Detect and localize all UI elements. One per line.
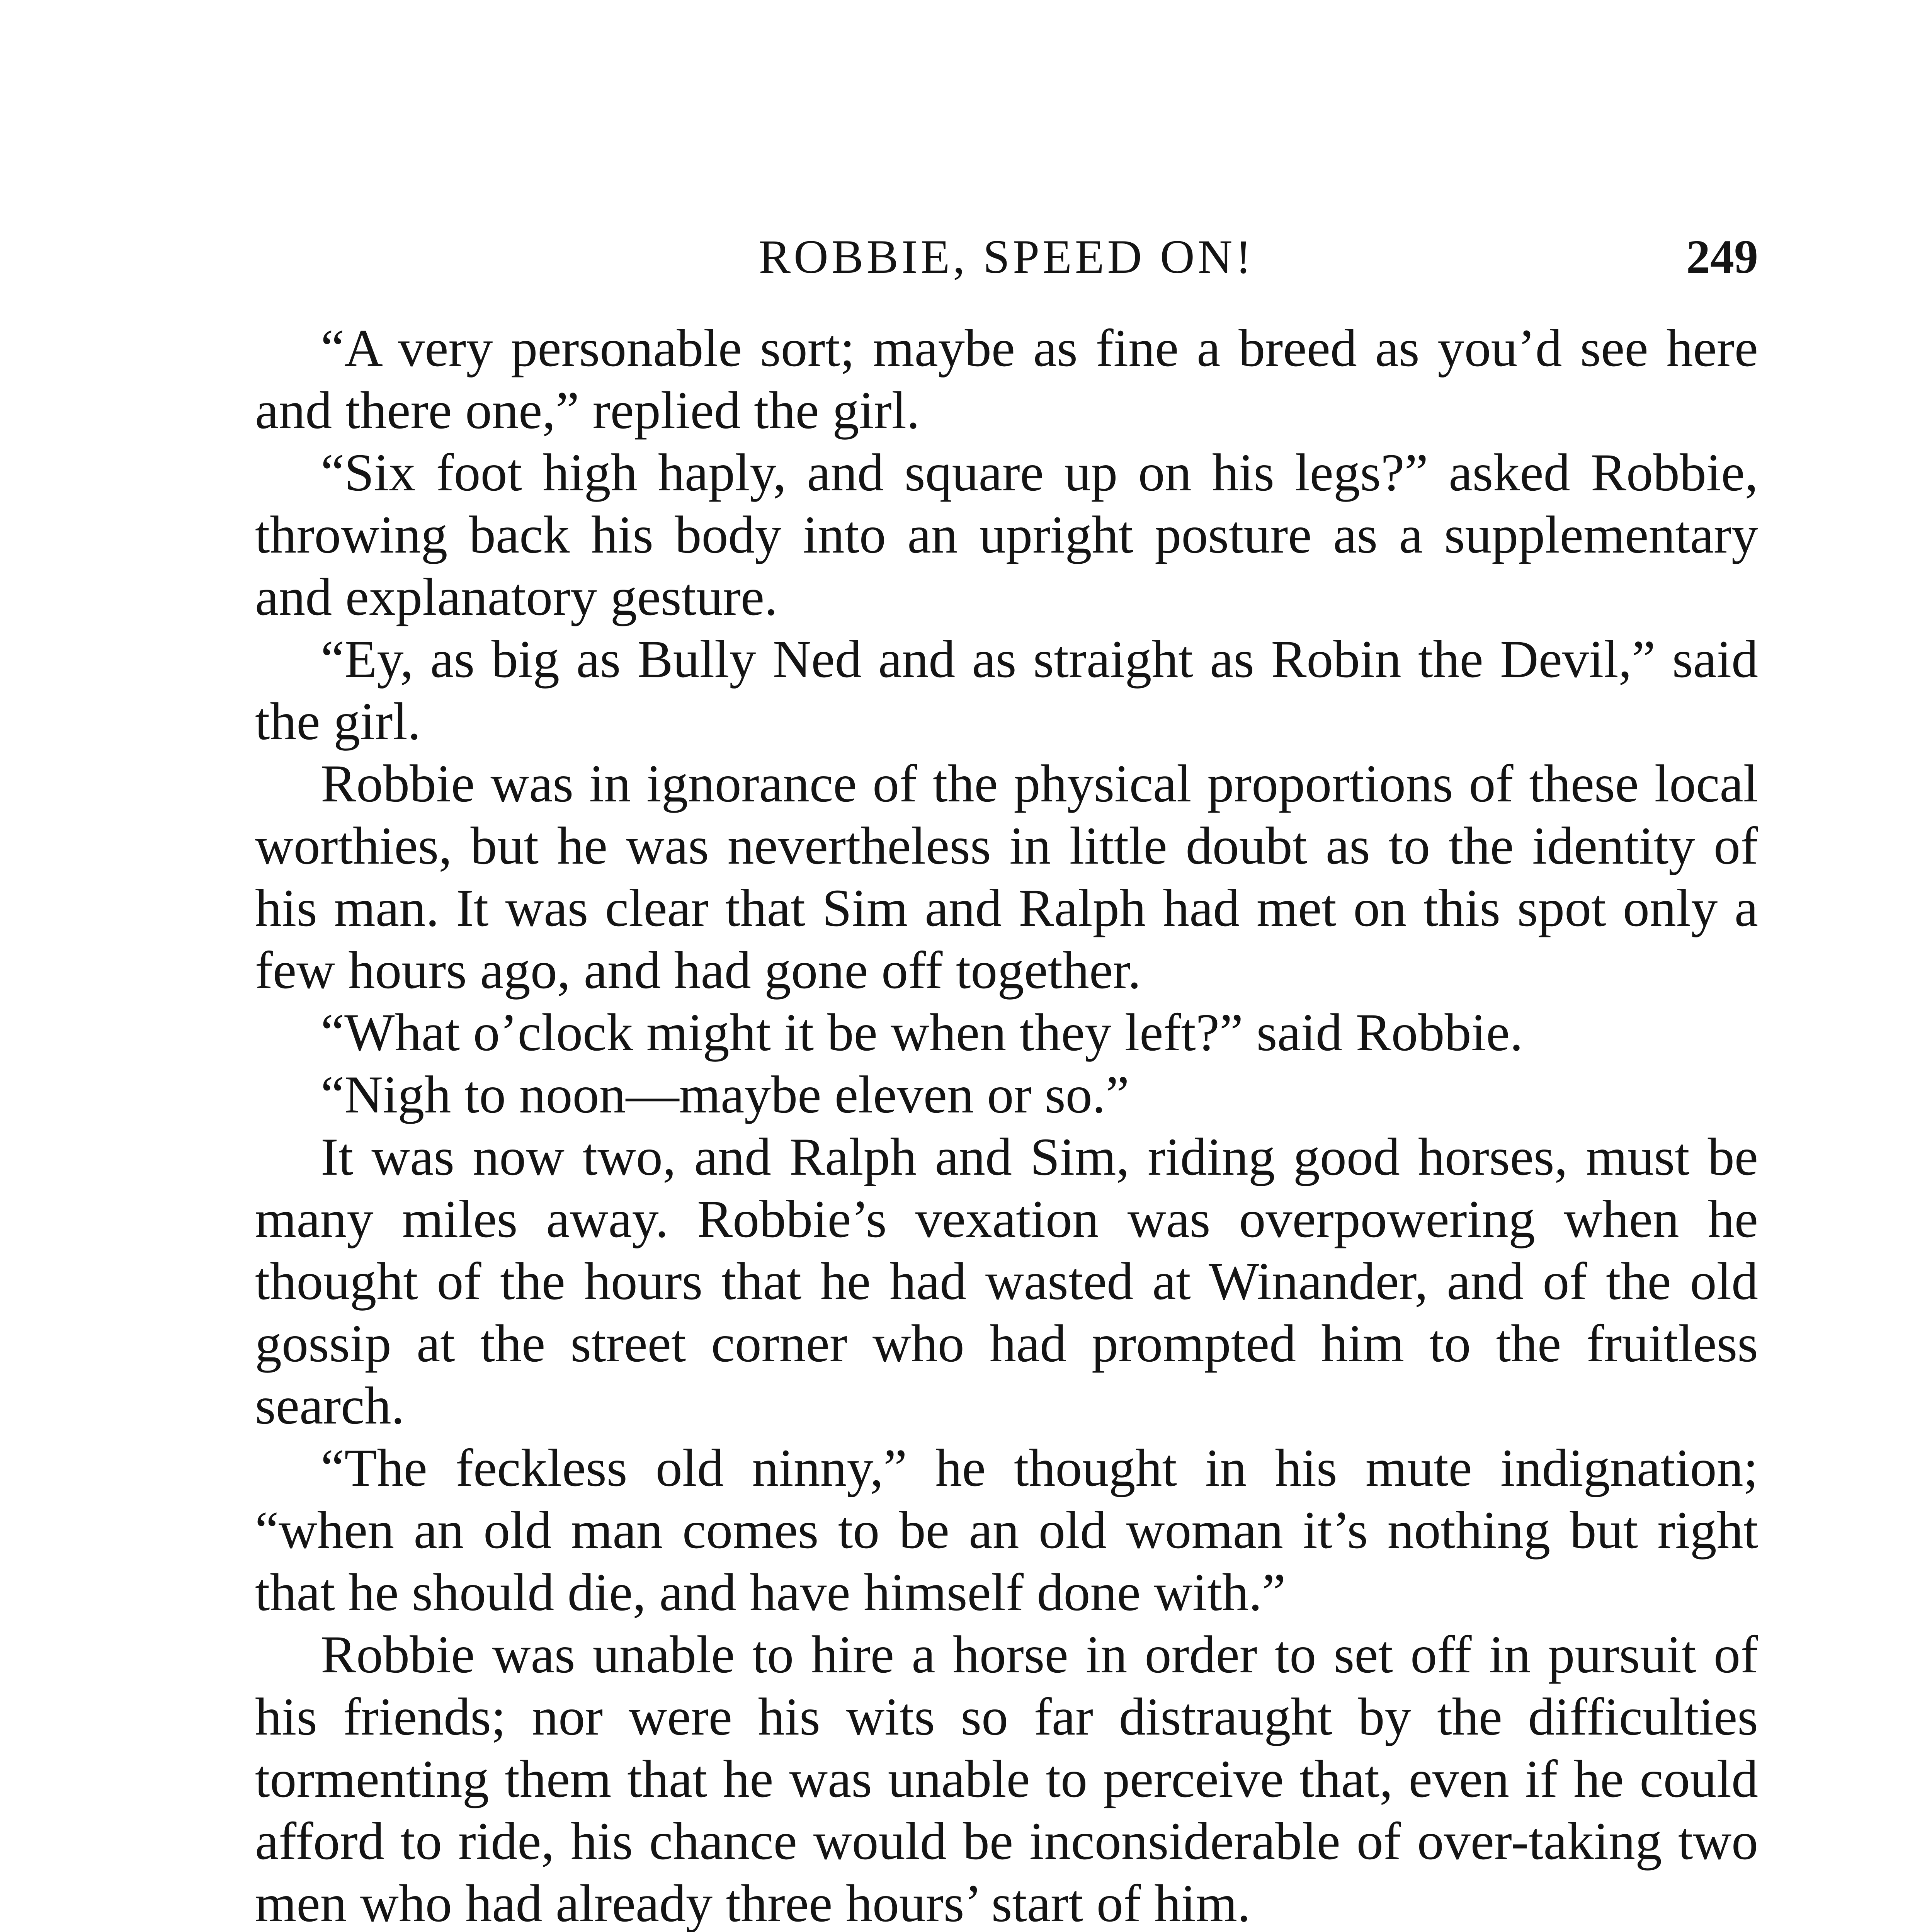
body-text (255, 317, 1758, 1932)
paragraph-9: Robbie was unable to hire a horse in order to set off in pursuit of his friends; nor were his wits so far distraught by the difficulties tormenting them that he was unable to perceive that, even if he could afford to ride, his chance would be inconsiderable of over-taking two men who had already three hours’ start of him. (255, 1625, 1758, 1932)
paragraph-5: “What o’clock might it be when they left?” said Robbie. (321, 1003, 1523, 1062)
paragraph-1: “A very personable sort; maybe as fine a breed as you’d see here and there one,” replied the girl. (255, 318, 1758, 440)
paragraph-8: “The feckless old ninny,” he thought in his mute indignation; “when an old man comes to be an old woman it’s nothing but right that he should die, and have himself done with.” (255, 1438, 1758, 1622)
paragraph-2: “Six foot high haply, and square up on his legs?” asked Robbie, throwing back his body into an upright posture as a supplementary and explanatory gesture. (255, 443, 1758, 626)
paragraph-3: “Ey, as big as Bully Ned and as straight as Robin the Devil,” said the girl. (255, 629, 1758, 751)
paragraph-4: Robbie was in ignorance of the physical proportions of these local worthies, but he was nevertheless in little doubt as to the identity of his man. It was clear that Sim and Ralph had met on this spot only a few hours ago, and had gone off together. (255, 754, 1758, 1000)
running-header (255, 228, 1758, 298)
paragraph-6: “Nigh to noon—maybe eleven or so.” (321, 1065, 1129, 1124)
running-title: ROBBIE, SPEED ON! (759, 230, 1255, 283)
page-number: 249 (1686, 230, 1758, 283)
paragraph-7: It was now two, and Ralph and Sim, riding good horses, must be many miles away. Robbie’s vexation was overpowering when he thought of the hours that he had wasted at Winander, and of the old gossip at the street corner who had prompted him to the fruitless search. (255, 1127, 1758, 1435)
